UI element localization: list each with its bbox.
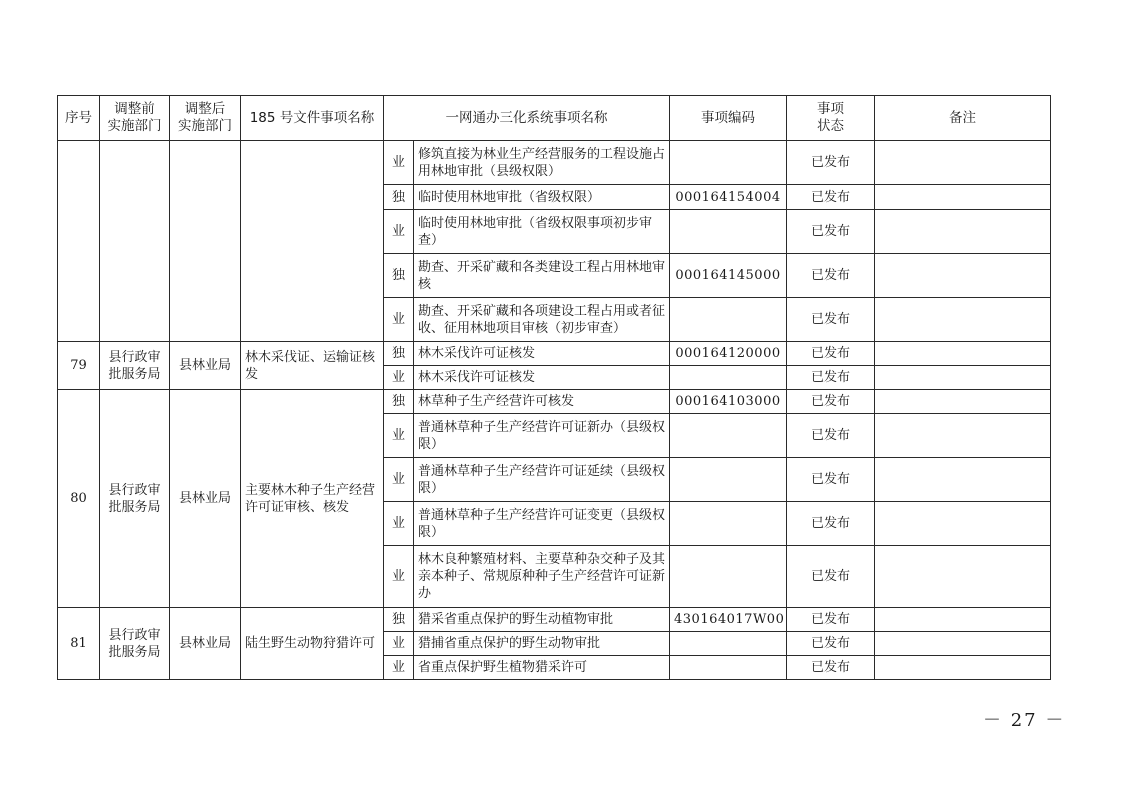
- item-type-cell: 独: [384, 608, 414, 632]
- header-before-dept: 调整前 实施部门: [100, 96, 170, 141]
- item-status-cell: 已发布: [787, 632, 875, 656]
- item-code-cell: 430164017W00: [670, 608, 787, 632]
- remark-cell: [875, 414, 1051, 458]
- item-status-cell: 已发布: [787, 414, 875, 458]
- remark-cell: [875, 502, 1051, 546]
- item-code-cell: [670, 546, 787, 608]
- system-item-name-cell: 勘查、开采矿藏和各类建设工程占用林地审核: [414, 254, 670, 298]
- item-code-cell: 000164103000: [670, 390, 787, 414]
- remark-cell: [875, 342, 1051, 366]
- item-code-cell: [670, 632, 787, 656]
- remark-cell: [875, 546, 1051, 608]
- item-type-cell: 独: [384, 390, 414, 414]
- item-code-cell: [670, 656, 787, 680]
- doc-item-name-cell: 陆生野生动物狩猎许可: [241, 608, 384, 680]
- system-item-name-cell: 临时使用林地审批（省级权限）: [414, 185, 670, 210]
- item-type-cell: 业: [384, 656, 414, 680]
- remark-cell: [875, 366, 1051, 390]
- item-type-cell: 业: [384, 632, 414, 656]
- item-type-cell: 独: [384, 254, 414, 298]
- item-code-cell: [670, 458, 787, 502]
- system-item-name-cell: 林草种子生产经营许可核发: [414, 390, 670, 414]
- before-dept-cell: 县行政审批服务局: [100, 608, 170, 680]
- item-status-cell: 已发布: [787, 502, 875, 546]
- item-type-cell: 业: [384, 502, 414, 546]
- item-code-cell: [670, 414, 787, 458]
- after-dept-cell: 县林业局: [170, 608, 241, 680]
- item-code-cell: [670, 141, 787, 185]
- remark-cell: [875, 458, 1051, 502]
- remark-cell: [875, 185, 1051, 210]
- item-code-cell: [670, 366, 787, 390]
- remark-cell: [875, 608, 1051, 632]
- table-row: [58, 342, 1051, 366]
- remark-cell: [875, 298, 1051, 342]
- system-item-name-cell: 林木采伐许可证核发: [414, 366, 670, 390]
- before-dept-cell: [100, 141, 170, 342]
- item-type-cell: 独: [384, 342, 414, 366]
- header-seq: 序号: [58, 96, 100, 141]
- item-status-cell: 已发布: [787, 185, 875, 210]
- before-dept-cell: 县行政审批服务局: [100, 342, 170, 390]
- remark-cell: [875, 390, 1051, 414]
- item-type-cell: 业: [384, 414, 414, 458]
- seq-cell: 79: [58, 342, 100, 390]
- item-type-cell: 业: [384, 298, 414, 342]
- adjustment-table: [57, 95, 1051, 680]
- item-type-cell: 业: [384, 141, 414, 185]
- item-code-cell: 000164145000: [670, 254, 787, 298]
- system-item-name-cell: 普通林草种子生产经营许可证延续（县级权限）: [414, 458, 670, 502]
- header-item-code: 事项编码: [670, 96, 787, 141]
- seq-cell: [58, 141, 100, 342]
- remark-cell: [875, 632, 1051, 656]
- remark-cell: [875, 656, 1051, 680]
- header-system-item-name: 一网通办三化系统事项名称: [384, 96, 670, 141]
- remark-cell: [875, 141, 1051, 185]
- item-status-cell: 已发布: [787, 458, 875, 502]
- before-dept-cell: 县行政审批服务局: [100, 390, 170, 608]
- item-status-cell: 已发布: [787, 656, 875, 680]
- doc-item-name-cell: 林木采伐证、运输证核发: [241, 342, 384, 390]
- item-status-cell: 已发布: [787, 390, 875, 414]
- seq-cell: 80: [58, 390, 100, 608]
- item-status-cell: 已发布: [787, 254, 875, 298]
- item-status-cell: 已发布: [787, 141, 875, 185]
- item-status-cell: 已发布: [787, 342, 875, 366]
- header-doc-item-name: 185 号文件事项名称: [241, 96, 384, 141]
- after-dept-cell: 县林业局: [170, 390, 241, 608]
- system-item-name-cell: 临时使用林地审批（省级权限事项初步审查）: [414, 210, 670, 254]
- remark-cell: [875, 254, 1051, 298]
- item-status-cell: 已发布: [787, 608, 875, 632]
- item-status-cell: 已发布: [787, 210, 875, 254]
- system-item-name-cell: 省重点保护野生植物猎采许可: [414, 656, 670, 680]
- item-type-cell: 业: [384, 366, 414, 390]
- after-dept-cell: [170, 141, 241, 342]
- item-status-cell: 已发布: [787, 546, 875, 608]
- doc-item-name-cell: 主要林木种子生产经营许可证审核、核发: [241, 390, 384, 608]
- item-code-cell: 000164120000: [670, 342, 787, 366]
- system-item-name-cell: 林木采伐许可证核发: [414, 342, 670, 366]
- header-item-status: 事项 状态: [787, 96, 875, 141]
- item-type-cell: 业: [384, 458, 414, 502]
- table-row: [58, 141, 1051, 185]
- seq-cell: 81: [58, 608, 100, 680]
- after-dept-cell: 县林业局: [170, 342, 241, 390]
- item-type-cell: 业: [384, 546, 414, 608]
- table-row: [58, 390, 1051, 414]
- system-item-name-cell: 普通林草种子生产经营许可证新办（县级权限）: [414, 414, 670, 458]
- item-code-cell: [670, 210, 787, 254]
- remark-cell: [875, 210, 1051, 254]
- header-remark: 备注: [875, 96, 1051, 141]
- item-status-cell: 已发布: [787, 298, 875, 342]
- system-item-name-cell: 猎捕省重点保护的野生动物审批: [414, 632, 670, 656]
- doc-item-name-cell: [241, 141, 384, 342]
- header-after-dept: 调整后 实施部门: [170, 96, 241, 141]
- item-type-cell: 业: [384, 210, 414, 254]
- system-item-name-cell: 普通林草种子生产经营许可证变更（县级权限）: [414, 502, 670, 546]
- item-code-cell: 000164154004: [670, 185, 787, 210]
- system-item-name-cell: 林木良种繁殖材料、主要草种杂交种子及其亲本种子、常规原种种子生产经营许可证新办: [414, 546, 670, 608]
- item-status-cell: 已发布: [787, 366, 875, 390]
- item-code-cell: [670, 502, 787, 546]
- system-item-name-cell: 猎采省重点保护的野生动植物审批: [414, 608, 670, 632]
- page-number: － 27 －: [983, 710, 1066, 731]
- table-row: [58, 608, 1051, 632]
- item-code-cell: [670, 298, 787, 342]
- system-item-name-cell: 勘查、开采矿藏和各项建设工程占用或者征收、征用林地项目审核（初步审查）: [414, 298, 670, 342]
- item-type-cell: 独: [384, 185, 414, 210]
- header-row: [58, 96, 1051, 141]
- system-item-name-cell: 修筑直接为林业生产经营服务的工程设施占用林地审批（县级权限）: [414, 141, 670, 185]
